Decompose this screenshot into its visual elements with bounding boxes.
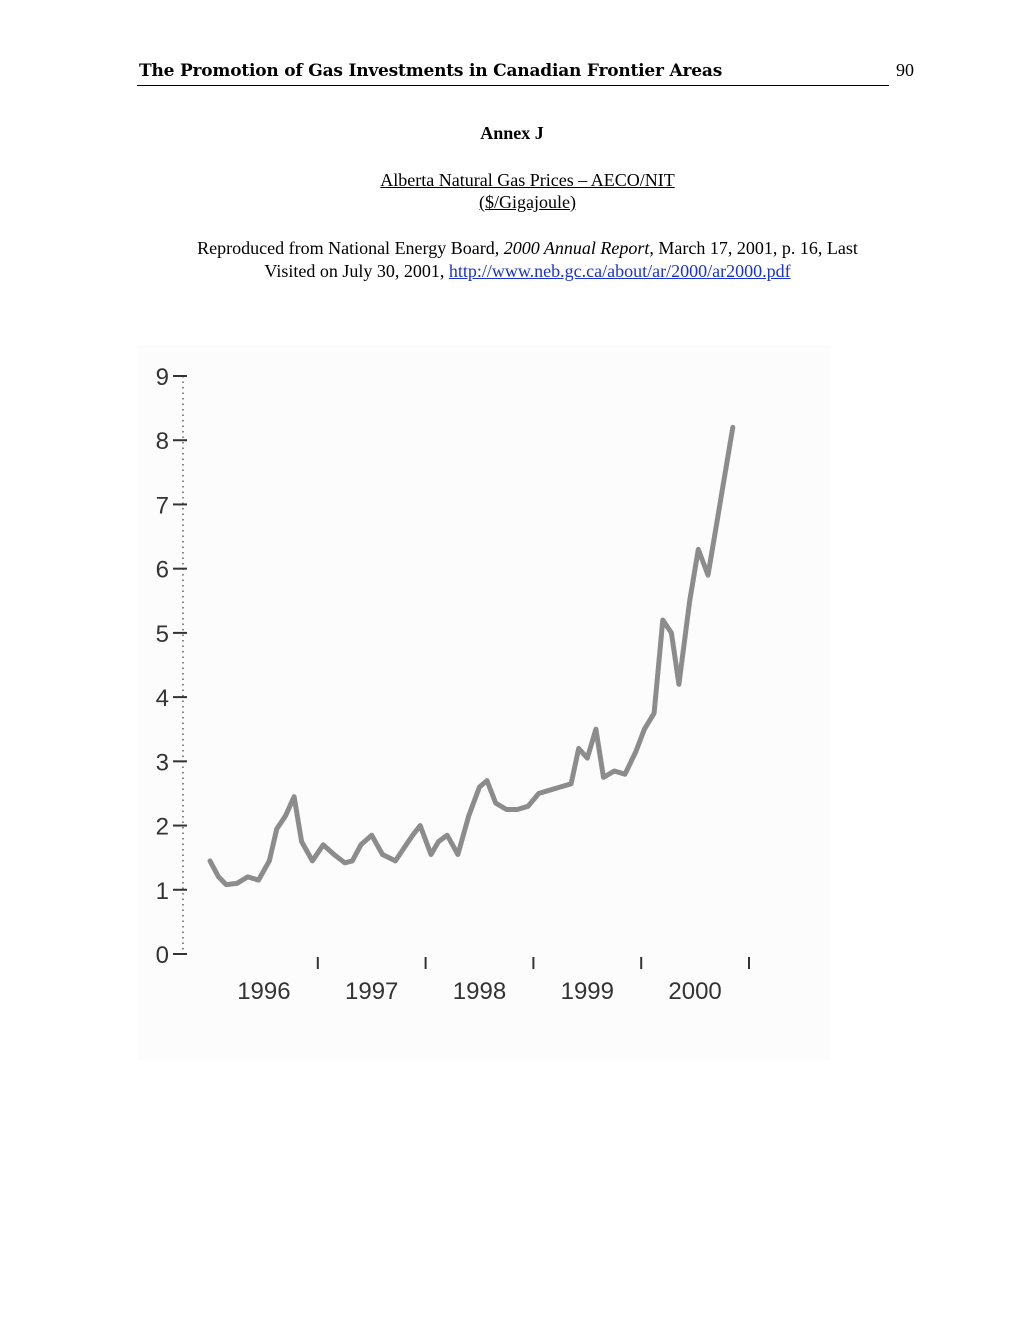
source-link[interactable]: http://www.neb.gc.ca/about/ar/2000/ar2000.pdf — [448, 261, 791, 281]
figure-title-line1: Alberta Natural Gas Prices – AECO/NIT — [380, 170, 675, 190]
header-rule — [137, 85, 889, 86]
x-tick-label: 1998 — [452, 978, 507, 1005]
page-number: 90 — [896, 60, 914, 80]
y-tick-label: 2 — [155, 813, 169, 841]
chart-figure — [138, 345, 830, 1060]
y-tick-label: 6 — [155, 556, 169, 584]
price-series-line — [210, 427, 733, 884]
x-tick-label: 2000 — [668, 978, 722, 1005]
figure-title-line2: ($/Gigajoule) — [479, 192, 576, 212]
source-citation — [0, 237, 1024, 283]
running-header-title: The Promotion of Gas Investments in Canadian Frontier Areas — [139, 61, 723, 81]
source-report-title: 2000 Annual Report — [503, 238, 650, 258]
y-tick-label: 4 — [155, 685, 169, 713]
x-tick-label: 1999 — [560, 978, 614, 1005]
source-line2-prefix: Visited on July 30, 2001, — [264, 261, 449, 281]
price-chart — [138, 345, 830, 1060]
y-tick-label: 1 — [155, 877, 169, 905]
annex-heading: Annex J — [480, 123, 544, 143]
x-tick-label: 1996 — [237, 978, 291, 1005]
y-tick-label: 5 — [155, 620, 169, 648]
source-suffix: , March 17, 2001, p. 16, Last — [649, 238, 858, 258]
source-prefix: Reproduced from National Energy Board, — [197, 238, 504, 258]
y-tick-label: 0 — [155, 942, 169, 969]
figure-title — [0, 169, 1024, 213]
x-tick-label: 1997 — [345, 978, 399, 1005]
y-tick-label: 3 — [155, 749, 169, 777]
y-tick-label: 7 — [155, 492, 169, 520]
y-tick-label: 9 — [155, 364, 169, 391]
y-tick-label: 8 — [155, 428, 169, 456]
